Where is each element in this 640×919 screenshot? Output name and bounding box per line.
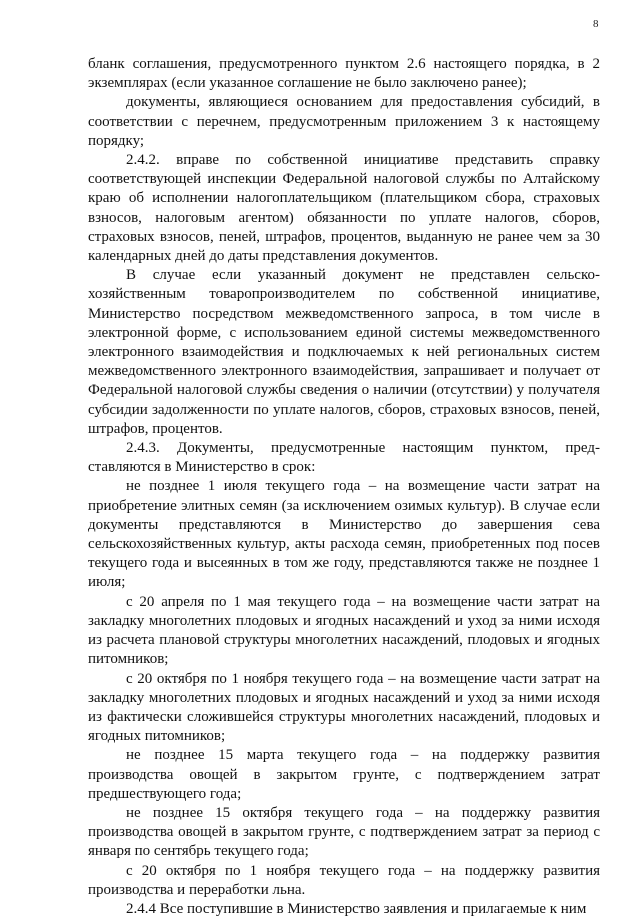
paragraph: не позднее 15 марта текущего года – на поддержку развития производства овощей в закрытом грунте, с подтверждением затрат предшествующего года; xyxy=(88,747,600,802)
paragraph: 2.4.3. Документы, предусмотренные настоящим пунктом, пред-ставляются в Министерство в срок: xyxy=(88,440,600,476)
paragraph: с 20 апреля по 1 мая текущего года – на возмещение части затрат на закладку многолетних плодовых и ягодных насаждений и уход за ними исходя из расчета плановой структуры многолетних насаждений, плодовых и ягодных питомников; xyxy=(88,593,600,668)
paragraph: с 20 октября по 1 ноября текущего года – на поддержку развития производства и переработки льна. xyxy=(88,862,600,898)
paragraph: В случае если указанный документ не представлен сельско-хозяйственным товаропроизводителем по собственной инициативе, Министерство посредством межведомственного запроса, в том числе в электронной форме, с использованием единой системы межведомственного электронного взаимодействия и подключаемых к ней региональных систем межведомственного электронного взаимодействия, запрашивает и получает от Федеральной налоговой службы сведения о наличии (отсутствии) у получателя субсидии задолженности по уплате налогов, сборов, страховых взносов, пеней, штрафов, процентов. xyxy=(88,267,600,437)
paragraph: документы, являющиеся основанием для предоставления субсидий, в соответствии с перечнем, предусмотренным приложением 3 к настоящему порядку; xyxy=(88,94,600,149)
paragraph: не позднее 1 июля текущего года – на возмещение части затрат на приобретение элитных семян (за исключением озимых культур). В случае если документы представляются в Министерство до завершения сева сельскохозяйственных культур, акты расхода семян, приобретенных под посев текущего года и высеянных в том же году, представляются также не позднее 1 июля; xyxy=(88,478,600,591)
paragraph: 2.4.4 Все поступившие в Министерство заявления и прилагаемые к ним xyxy=(126,900,587,917)
page-number: 8 xyxy=(593,18,599,30)
paragraph: бланк соглашения, предусмотренного пунктом 2.6 настоящего порядка, в 2 экземплярах (если указанное соглашение не было заключено ранее); xyxy=(88,56,600,92)
paragraph: не позднее 15 октября текущего года – на поддержку развития производства овощей в закрытом грунте, с подтверждением затрат за период с января по сентябрь текущего года; xyxy=(88,804,600,860)
document-body xyxy=(88,55,600,919)
paragraph: с 20 октября по 1 ноября текущего года – на возмещение части затрат на закладку многолетних плодовых и ягодных насаждений и уход за ними исходя из фактически сложившейся структуры многолетних насаждений, плодовых и ягодных питомников; xyxy=(88,670,600,745)
paragraph: 2.4.2. вправе по собственной инициативе представить справку соответствующей инспекции Федеральной налоговой службы по Алтайскому краю об исполнении налогоплательщиком (плательщиком сбора, страховых взносов, налоговым агентом) обязанности по уплате налогов, сборов, страховых взносов, пеней, штрафов, процентов, выданную не ранее чем за 30 календарных дней до даты представления документов. xyxy=(88,152,600,265)
